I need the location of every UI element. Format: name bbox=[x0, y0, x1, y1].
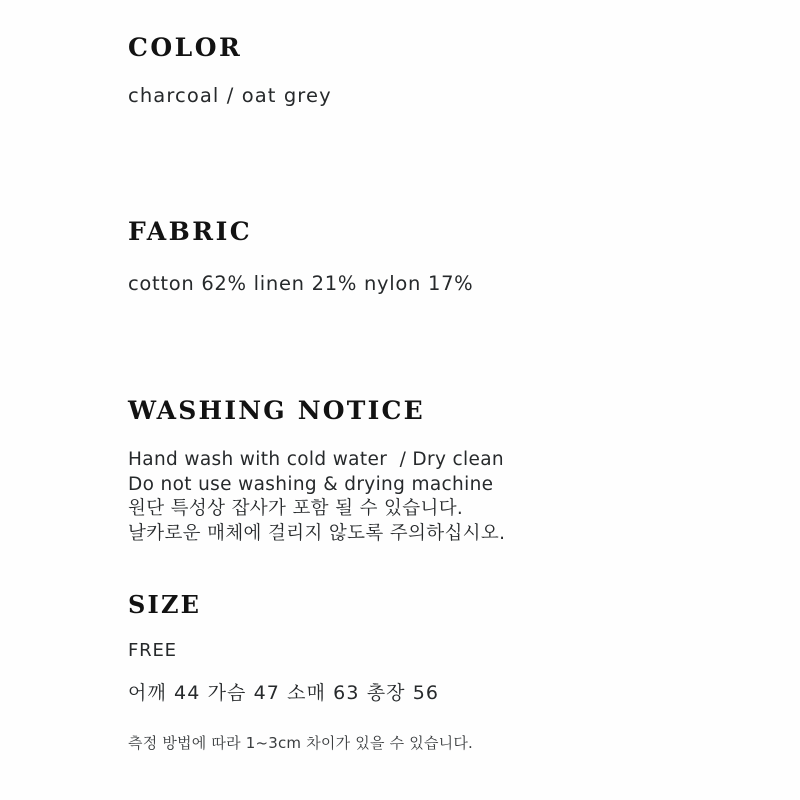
size-label-free: FREE bbox=[128, 640, 177, 662]
washing-notice-line: 원단 특성상 잡사가 포함 될 수 있습니다. bbox=[128, 498, 464, 520]
section-size bbox=[128, 592, 748, 753]
detail-content bbox=[128, 34, 748, 753]
section-washing-notice bbox=[128, 397, 748, 546]
section-heading-fabric: FABRIC bbox=[128, 217, 253, 247]
section-fabric bbox=[128, 218, 748, 296]
washing-notice-line: Hand wash with cold water / Dry clean bbox=[128, 449, 505, 471]
size-measurement-note: 측정 방법에 따라 1~3cm 차이가 있을 수 있습니다. bbox=[128, 734, 473, 753]
size-measurements: 어깨 44 가슴 47 소매 63 총장 56 bbox=[128, 682, 440, 705]
section-body-color: charcoal / oat grey bbox=[128, 83, 332, 107]
washing-notice-line: 날카로운 매체에 걸리지 않도록 주의하십시오. bbox=[128, 522, 506, 544]
section-body-fabric: cotton 62% linen 21% nylon 17% bbox=[128, 271, 474, 295]
section-color bbox=[128, 34, 748, 108]
washing-notice-line: Do not use washing & drying machine bbox=[128, 473, 494, 495]
section-heading-size: SIZE bbox=[128, 590, 202, 620]
washing-notice-lines bbox=[128, 448, 748, 546]
section-heading-washing-notice: WASHING NOTICE bbox=[128, 395, 425, 425]
section-heading-color: COLOR bbox=[128, 33, 243, 62]
